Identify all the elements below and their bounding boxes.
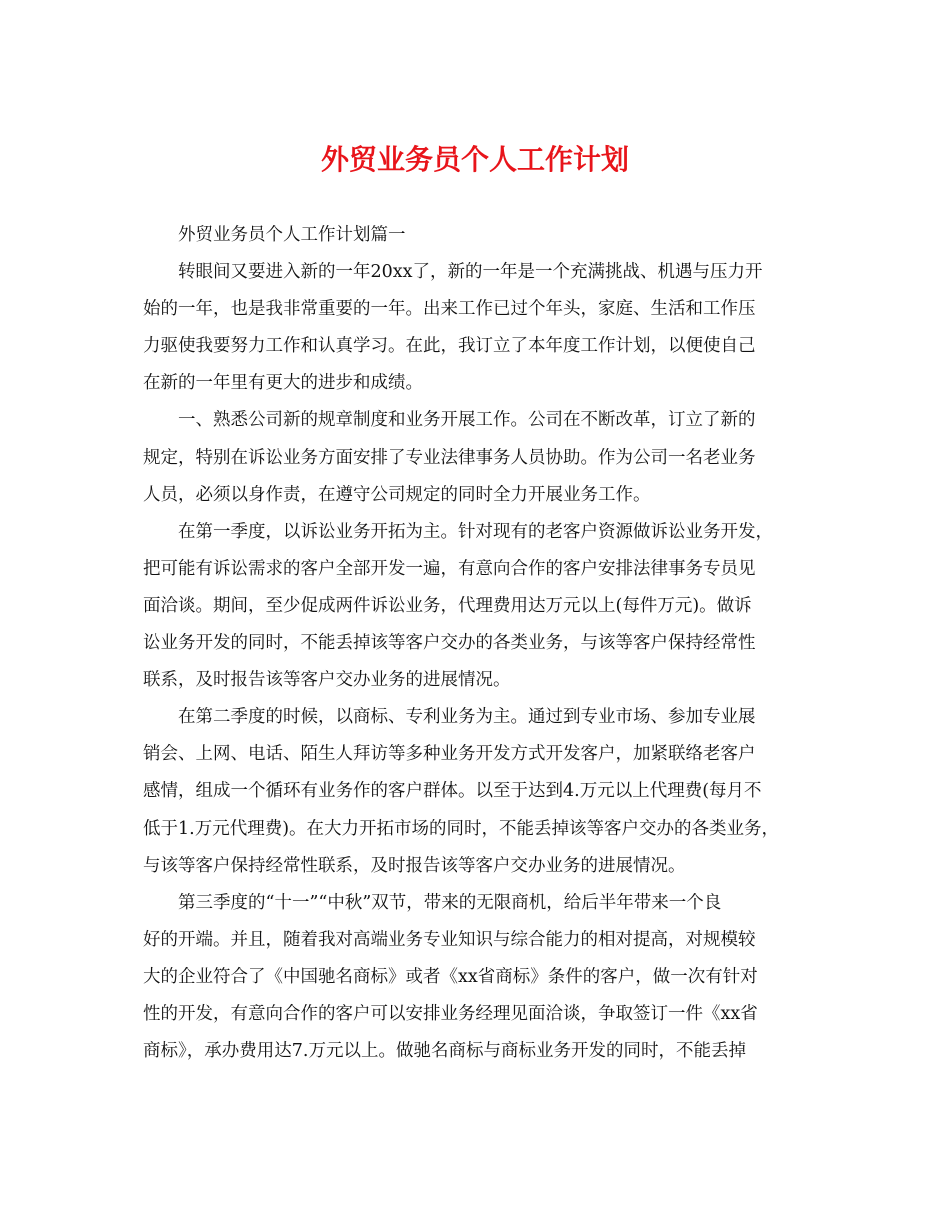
- text-line: 低于1.万元代理费)。在大力开拓市场的同时，不能丢掉该等客户交办的各类业务，: [143, 818, 780, 839]
- text-line: 大的企业符合了《中国驰名商标》或者《xx省商标》条件的客户，做一次有针对: [143, 966, 758, 987]
- text-line: 外贸业务员个人工作计划篇一: [178, 225, 406, 245]
- document-title: 外贸业务员个人工作计划: [320, 143, 629, 176]
- text-line: 性的开发，有意向合作的客户可以安排业务经理见面洽谈，争取签订一件《xx省: [143, 1003, 758, 1024]
- text-line: 转眼间又要进入新的一年20xx了，新的一年是一个充满挑战、机遇与压力开: [178, 262, 763, 283]
- text-line: 人员，必须以身作责，在遵守公司规定的同时全力开展业务工作。: [143, 484, 651, 505]
- text-line: 好的开端。并且，随着我对高端业务专业知识与综合能力的相对提高，对规模较: [143, 929, 756, 950]
- text-line: 联系，及时报告该等客户交办业务的进展情况。: [143, 670, 511, 691]
- text-line: 一、熟悉公司新的规章制度和业务开展工作。公司在不断改革，订立了新的: [178, 410, 756, 431]
- text-line: 感情，组成一个循环有业务作的客户群体。以至于达到4.万元以上代理费(每月不: [143, 781, 762, 802]
- text-line: 力驱使我要努力工作和认真学习。在此，我订立了本年度工作计划，以便使自己: [143, 336, 756, 357]
- text-line: 把可能有诉讼需求的客户全部开发一遍，有意向合作的客户安排法律事务专员见: [143, 558, 756, 579]
- text-line: 第三季度的“十一”“中秋”双节，带来的无限商机，给后半年带来一个良: [178, 892, 722, 913]
- text-line: 在新的一年里有更大的进步和成绩。: [143, 373, 423, 394]
- text-line: 在第二季度的时候，以商标、专利业务为主。通过到专业市场、参加专业展: [178, 707, 756, 728]
- text-line: 讼业务开发的同时，不能丢掉该等客户交办的各类业务，与该等客户保持经常性: [143, 633, 756, 654]
- text-line: 面洽谈。期间，至少促成两件诉讼业务，代理费用达万元以上(每件万元)。做诉: [143, 595, 752, 616]
- text-line: 在第一季度，以诉讼业务开拓为主。针对现有的老客户资源做诉讼业务开发，: [178, 521, 773, 542]
- text-line: 规定，特别在诉讼业务方面安排了专业法律事务人员协助。作为公司一名老业务: [143, 447, 756, 468]
- text-line: 始的一年，也是我非常重要的一年。出来工作已过个年头，家庭、生活和工作压: [143, 299, 756, 320]
- text-line: 商标》，承办费用达7.万元以上。做驰名商标与商标业务开发的同时，不能丢掉: [143, 1041, 746, 1062]
- document-body: [143, 217, 811, 1070]
- text-line: 与该等客户保持经常性联系，及时报告该等客户交办业务的进展情况。: [143, 855, 686, 876]
- text-line: 销会、上网、电话、陌生人拜访等多种业务开发方式开发客户，加紧联络老客户: [143, 744, 756, 765]
